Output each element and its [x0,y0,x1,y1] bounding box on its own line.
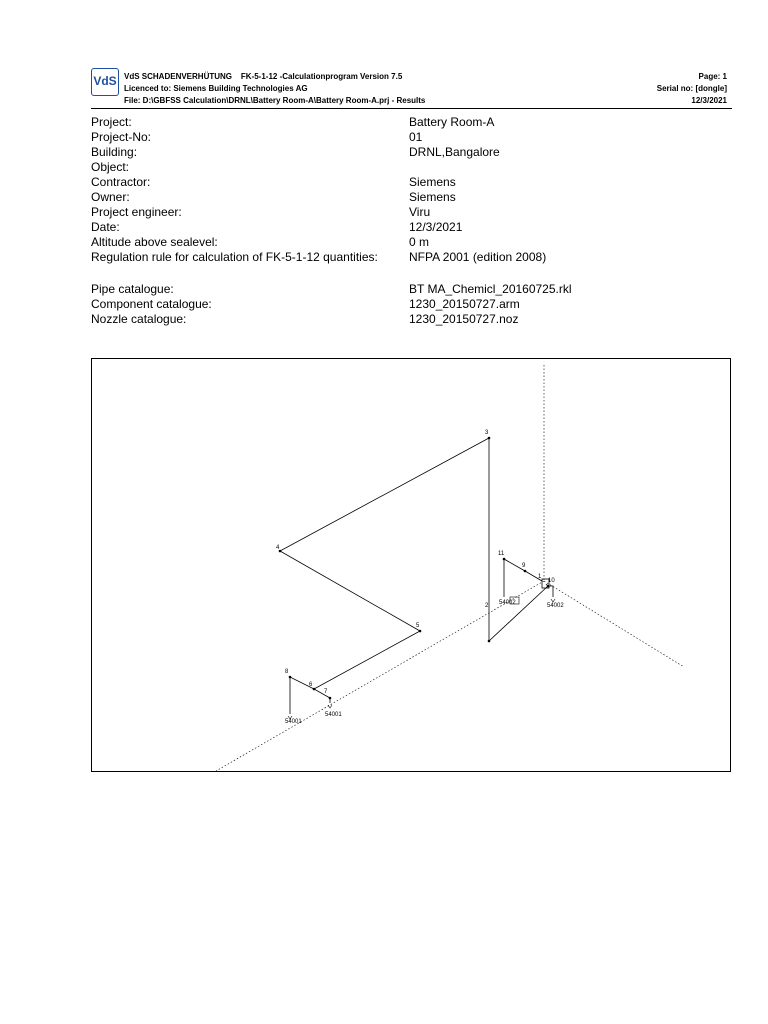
field-label: Contractor: [91,175,151,189]
header-date: 12/3/2021 [691,96,727,105]
header-title: VdS SCHADENVERHÜTUNG FK-5-1-12 -Calculationprogram Version 7.5 [124,72,403,81]
nozzle-symbols [288,597,555,719]
field-row [91,220,732,235]
catalogue-value: 1230_20150727.noz [409,312,519,326]
field-label: Project: [91,115,132,129]
field-row [91,130,732,145]
header-page: Page: 1 [698,72,727,81]
nozzle-label: 54001 [325,712,342,718]
page-header [91,68,732,108]
node-label: 4 [276,545,280,551]
node-label: 6 [309,682,313,688]
node-label: 1 [538,574,542,580]
node-label: 8 [285,669,289,675]
nozzle-label: 54002 [547,603,564,609]
field-label: Object: [91,160,130,174]
field-value: DRNL,Bangalore [409,145,500,159]
field-label: Owner: [91,190,130,204]
vds-logo: VdS [91,68,119,96]
field-row [91,175,732,190]
header-rule [91,108,732,109]
field-row [91,115,732,130]
field-label: Project-No: [91,130,152,144]
catalogue-label: Pipe catalogue: [91,282,174,296]
node-label: 3 [485,430,489,436]
field-label: Date: [91,220,120,234]
catalogue-row [91,297,732,312]
field-label: Building: [91,145,138,159]
field-row [91,190,732,205]
catalogue-value: 1230_20150727.arm [409,297,520,311]
node-label: 2 [485,603,489,609]
field-label: Altitude above sealevel: [91,235,218,249]
field-value: 0 m [409,235,430,249]
header-licence: Licenced to: Siemens Building Technologies AG [124,84,308,93]
catalogue-label: Component catalogue: [91,297,212,311]
field-label: Project engineer: [91,205,182,219]
field-value: Siemens [409,190,456,204]
node-label: 9 [522,563,526,569]
catalogue-label: Nozzle catalogue: [91,312,187,326]
field-row [91,235,732,250]
field-value: 01 [409,130,423,144]
nozzle-label: 54002 [499,600,516,606]
header-serial: Serial no: [dongle] [656,84,727,93]
nozzle-label: 54001 [285,719,302,725]
piping-isometric-diagram [91,358,731,772]
pipe-nodes [279,437,550,700]
pipe-network [280,438,553,714]
field-label: Regulation rule for calculation of FK-5-1-12 quantities: [91,250,378,264]
catalogue-value: BT MA_Chemicl_20160725.rkl [409,282,572,296]
node-label: 11 [498,551,505,557]
catalogue-row [91,312,732,327]
reference-axes [216,365,684,771]
field-row [91,145,732,160]
catalogue-row [91,282,732,297]
node-label: 10 [548,578,555,584]
field-value: NFPA 2001 (edition 2008) [409,250,547,264]
field-value: 12/3/2021 [409,220,463,234]
field-row [91,160,732,175]
field-value: Battery Room-A [409,115,495,129]
field-value: Siemens [409,175,456,189]
field-row [91,205,732,220]
field-value: Viru [409,205,431,219]
node-label: 5 [416,623,420,629]
node-label: 7 [324,689,328,695]
header-file-path: File: D:\GBFSS Calculation\DRNL\Battery Room-A\Battery Room-A.prj - Results [124,96,426,105]
field-row [91,250,732,265]
